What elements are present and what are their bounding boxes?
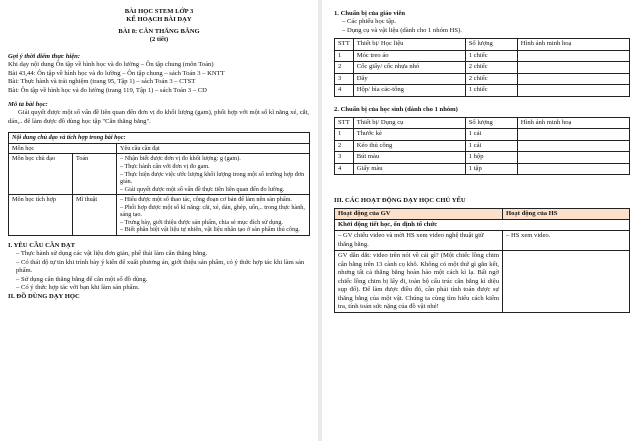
teacher-prep-line: – Các phiếu học tập.: [342, 18, 397, 26]
document-page-right: [322, 0, 640, 441]
timing-line: Bài: Thực hành và trải nghiệm (trang 95, Tập 1) – sách Toán 3 – CTST: [8, 78, 196, 86]
teacher-prep-line: – Dụng cụ và vật liệu (dành cho 1 nhóm HS).: [342, 26, 462, 34]
teacher-activity-header: Hoạt động của GV: [335, 208, 503, 219]
student-materials-table: STT Thiết bị/ Dụng cụ Số lượng Hình ảnh minh hoạ 1 Thước kẻ 1 cái 2 Kéo thủ công 1 cái 3 Bút màu 1 hộp 4 Giấy màu 1 tập: [334, 117, 630, 175]
timing-heading: Gợi ý thời điểm thực hiện:: [8, 52, 81, 60]
lesson-title: BÀI HỌC STEM LỚP 3: [124, 8, 194, 15]
table-row: 2 Kéo thủ công 1 cái: [335, 140, 630, 151]
table-caption: Nội dung chủ đạo và tích hợp trong bài học:: [9, 133, 310, 144]
table-row: GV dẫn dắt: video trên nói về cái gì? (Một chiếc lồng chim cân bằng trên 13 cành cọ khô. Không có một thứ gì gắn kết, nhưng tất cả thăng bằng hoàn hảo một cách kì lạ. Bất ngờ chiếc lồng chim bị lấy đi, toàn bộ cấu trúc cân bằng kì diệu sụp đổ). Để làm được điều đó, cần phải tính toán được sự thăng bằng của một vật. Chúng ta cùng tìm hiểu cách kiểm tra, tính toán sức nặng của đồ vật nhé!: [335, 251, 630, 313]
student-prep-heading: 2. Chuẩn bị của học sinh (dành cho 1 nhóm): [334, 105, 458, 113]
table-row: 3 Bút màu 1 hộp: [335, 152, 630, 163]
subject-table: [8, 132, 310, 236]
table-row: 1 Móc treo áo 1 chiếc: [335, 50, 630, 61]
lesson-name: BÀI 8: CÂN THĂNG BẰNG: [118, 27, 200, 35]
table-row: 4 Giấy màu 1 tập: [335, 163, 630, 174]
timing-line: Bài: Ôn tập về hình học và đo lường (trang 119, Tập 1) – sách Toán 3 – CD: [8, 86, 207, 94]
table-header-subject: Môn học: [9, 143, 117, 154]
requirement-line: – Có thái độ tự tin khi trình bày ý kiến để xuất phương án, giới thiệu sản phẩm, có ý thức hợp tác khi làm sản phẩm.: [16, 258, 305, 275]
lesson-periods: (2 tiết): [149, 36, 169, 44]
table-row: Môn học tích hợp Mĩ thuật – Hiểu được một số thao tác, công đoạn cơ bản để làm nên sản phẩm. – Phối hợp được một số kĩ năng: cắt, xé, dán, ghép, uốn,.. trong thực hành, sáng tạo. – Trưng bày, giới thiệu được sản phẩm, chia sẻ mục đích sử dụng. – Biết phân biệt vật liệu tự nhiên, vật liệu nhân tạo ở sản phẩm thủ công.: [9, 195, 310, 236]
table-row: 3 Dây 2 chiếc: [335, 73, 630, 84]
document-page-left: [0, 0, 318, 441]
teacher-materials-table: STT Thiết bị/ Học liệu Số lượng Hình ảnh minh hoạ 1 Móc treo áo 1 chiếc 2 Cốc giấy/ cốc nhựa nhỏ 2 chiếc 3 Dây 2 chiếc 4 Hộp/ bìa các-tông 1 chiếc: [334, 38, 630, 96]
teacher-prep-heading: 1. Chuẩn bị của giáo viên: [334, 10, 406, 17]
requirements-heading: I. YÊU CẦU CẦN ĐẠT: [8, 242, 75, 249]
description-heading: Mô tả bài học:: [8, 100, 48, 108]
table-row: 4 Hộp/ bìa các-tông 1 chiếc: [335, 85, 630, 96]
table-row: 2 Cốc giấy/ cốc nhựa nhỏ 2 chiếc: [335, 62, 630, 73]
requirement-line: – Có ý thức hợp tác với bạn khi làm sản phẩm.: [16, 284, 140, 292]
timing-line: Bài 43,44: Ôn tập về hình học và đo lường – Ôn tập chung – sách Toán 3 – KNTT: [8, 69, 225, 77]
student-activity-header: Hoạt động của HS: [503, 208, 630, 219]
lesson-subtitle: KẾ HOẠCH BÀI DẠY: [126, 16, 192, 24]
table-header-requirement: Yêu cầu cần đạt: [117, 143, 310, 154]
table-row: 1 Thước kẻ 1 cái: [335, 129, 630, 140]
description-text: Giải quyết được một số vấn đề liên quan đến đơn vị đo khối lượng (gam), phối hợp với một số kĩ năng xé, cắt, dán,.. để làm được đồ dùng học tập "Cân thăng bằng".: [8, 109, 310, 125]
activity-section: Khởi động tiết học, ổn định tổ chức: [335, 220, 630, 231]
tools-heading: II. ĐỒ DÙNG DẠY HỌC: [8, 292, 80, 300]
activities-table: [334, 208, 630, 314]
requirement-line: – Thực hành sử dụng các vật liệu đơn giản, phế thải làm cân thăng bằng.: [16, 250, 208, 258]
table-row: – GV chiếu video và mời HS xem video nghệ thuật giữ thăng bằng. – HS xem video.: [335, 231, 630, 251]
activities-heading: III. CÁC HOẠT ĐỘNG DẠY HỌC CHỦ YẾU: [334, 197, 466, 205]
requirement-line: – Sử dụng cân thăng bằng để cân một số đồ dùng.: [16, 275, 148, 283]
table-row: Môn học chủ đạo Toán – Nhận biết được đơn vị đo khối lượng: g (gam). – Thực hành cân với đơn vị đo gam. – Thực hiện được việc ước lượng khối lượng trong một số trường hợp đơn giản. – Giải quyết được một số vấn đề thực tiễn liên quan đến đo lường.: [9, 154, 310, 195]
timing-line: Khi dạy nội dung Ôn tập về hình học và đo lường – Ôn tập chung (môn Toán): [8, 61, 214, 69]
